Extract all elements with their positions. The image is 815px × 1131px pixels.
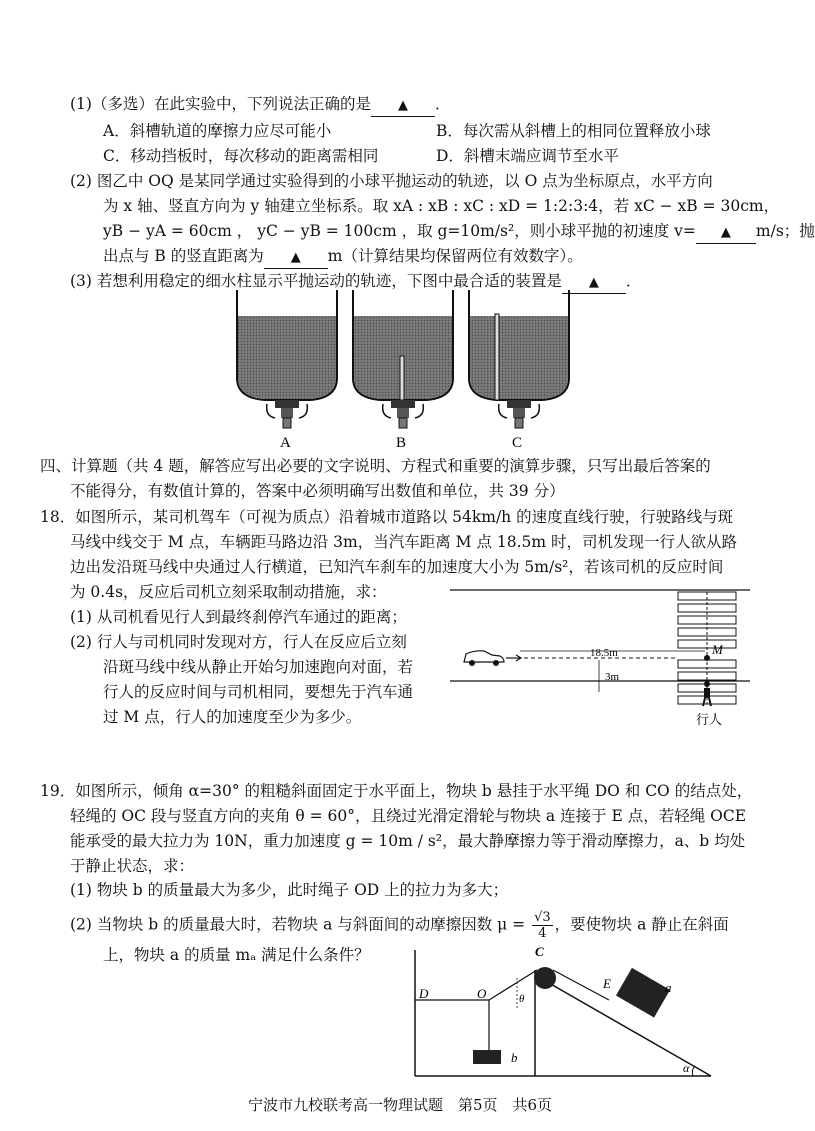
bottle-a — [237, 290, 337, 428]
answer-blank: ▲ — [562, 271, 626, 294]
q17-option-b: B．每次需从斜槽上的相同位置释放小球 — [436, 122, 711, 140]
label-b: b — [511, 1050, 518, 1065]
section4-heading-line2: 不能得分，有数值计算的，答案中必须明确写出数值和单位，共 39 分） — [70, 482, 565, 500]
q17-p2-line3 — [103, 221, 815, 244]
q18-sub1: (1) 从司机看见行人到最终刹停汽车通过的距离； — [70, 608, 407, 626]
distance-label: 18.5m — [590, 647, 618, 659]
bottle-label-b: B — [396, 435, 407, 451]
q17-p1-stem: (1)（多选）在此实验中，下列说法正确的是 — [70, 95, 371, 113]
q17-option-c: C．移动挡板时，每次移动的距离需相同 — [103, 147, 379, 165]
rope-oc — [489, 970, 537, 1000]
q18-sub2-line4: 过 M 点，行人的加速度至少为多少。 — [103, 708, 362, 726]
q19-line2: 轻绳的 OC 段与竖直方向的夹角 θ = 60°，且绕过光滑定滑轮与物块 a 连接于 E 点，若轻绳 OCE — [70, 807, 747, 825]
mu-fraction — [532, 910, 553, 941]
answer-blank: ▲ — [264, 246, 328, 269]
answer-blank: ▲ — [371, 94, 435, 117]
q17-option-a: A．斜槽轨道的摩擦力应尽可能小 — [103, 122, 332, 140]
q19-sub1: (1) 物块 b 的质量最大为多少，此时绳子 OD 上的拉力为多大； — [70, 881, 509, 899]
bottle-b — [353, 290, 453, 428]
q19-sub2-text: (2) 当物块 b 的质量最大时，若物块 a 与斜面间的动摩擦因数 μ = — [70, 915, 526, 934]
incline-figure — [405, 940, 725, 1080]
mu-denominator: 4 — [538, 926, 547, 941]
label-d: D — [419, 986, 429, 1001]
road-figure — [450, 580, 770, 730]
answer-blank: ▲ — [696, 221, 756, 244]
side-distance-label: 3m — [605, 671, 620, 683]
rope-ce — [553, 970, 609, 1000]
label-o: O — [477, 986, 487, 1001]
bottle-label-a: A — [280, 435, 291, 451]
q17-p2-line4 — [103, 246, 583, 269]
q17-p1-stem-line: (1)（多选）在此实验中，下列说法正确的是 ▲ ． — [70, 94, 450, 117]
pedestrian-label: 行人 — [696, 712, 723, 727]
q18-line4: 为 0.4s，反应后司机立刻采取制动措施，求： — [70, 583, 387, 601]
q18-line1: 18．如图所示，某司机驾车（可视为质点）沿着城市道路以 54km/h 的速度直线行驶，行驶路线与斑 — [40, 508, 734, 526]
block-a — [616, 968, 670, 1018]
q18-sub2-line1: (2) 行人与司机同时发现对方，行人在反应后立刻 — [70, 633, 407, 651]
q17-p2-line4-unit: m（计算结果均保留两位有效数字）。 — [327, 247, 583, 265]
q18-sub2-line2: 沿斑马线中线从静止开始匀加速跑向对面，若 — [103, 658, 414, 676]
section4-heading-line1: 四、计算题（共 4 题，解答应写出必要的文字说明、方程式和重要的演算步骤，只写出最后答案的 — [40, 457, 711, 475]
label-a: a — [665, 980, 672, 995]
bottles-figure — [225, 286, 585, 456]
q17-p2-line2: 为 x 轴、竖直方向为 y 轴建立坐标系。取 xA : xB : xC : xD = 1:2:3:4，若 xC − xB = 30cm， — [103, 197, 780, 215]
pulley — [534, 967, 556, 989]
label-alpha: α — [683, 1061, 690, 1075]
angle-arc — [692, 1066, 695, 1076]
q18-line3: 边出发沿斑马线中央通过人行横道，已知汽车刹车的加速度大小为 5m/s²，若该司机的反应时间 — [70, 558, 724, 576]
point-m — [704, 655, 710, 661]
q18-line2: 马线中线交于 M 点，车辆距马路边沿 3m，当汽车距离 M 点 18.5m 时，司机发现一行人欲从路 — [70, 533, 738, 551]
label-theta: θ — [519, 993, 525, 1005]
q19-sub2-tail: ，要使物块 a 静止在斜面 — [554, 915, 729, 934]
q19-sub2-line2: 上，物块 a 的质量 mₐ 满足什么条件？ — [103, 946, 370, 964]
q17-p2-line4-text: 出点与 B 的竖直距离为 — [103, 247, 264, 265]
q17-option-d: D．斜槽末端应调节至水平 — [436, 147, 619, 165]
mu-numerator: √3 — [534, 910, 551, 925]
q19-line1: 19．如图所示，倾角 α=30° 的粗糙斜面固定于水平面上，物块 b 悬挂于水平绳 DO 和 CO 的结点处， — [40, 782, 753, 800]
bottle-label-c: C — [512, 435, 523, 451]
q17-p3-stem: (3) 若想利用稳定的细水柱显示平抛运动的轨迹，下图中最合适的装置是 — [70, 272, 562, 290]
label-e: E — [603, 976, 611, 991]
q19-line3: 能承受的最大拉力为 10N，重力加速度 g = 10m / s²，最大静摩擦力等于滑动摩擦力，a、b 均处 — [70, 832, 746, 850]
car-icon — [464, 651, 504, 666]
q19-sub2-line1 — [70, 910, 729, 941]
bottle-c — [469, 290, 569, 428]
q17-p2-line1: (2) 图乙中 OQ 是某同学通过实验得到的小球平抛运动的轨迹，以 O 点为坐标原点，水平方向 — [70, 172, 713, 190]
q19-line4: 于静止状态，求： — [70, 857, 195, 875]
q18-sub2-line3: 行人的反应时间与司机相同，要想先于汽车通 — [103, 683, 414, 701]
q17-p2-line3-text: yB − yA = 60cm ， yC − yB = 100cm ，取 g=10m/s²，则小球平抛的初速度 v= — [103, 222, 696, 240]
q17-p2-line3-unit: m/s；抛 — [755, 222, 815, 240]
block-b — [473, 1050, 501, 1064]
page-footer: 宁波市九校联考高一物理试题 第5页 共6页 — [247, 1096, 553, 1114]
point-m-label: M — [712, 642, 723, 657]
q17-p3-line: (3) 若想利用稳定的细水柱显示平抛运动的轨迹，下图中最合适的装置是 ▲ ． — [70, 271, 641, 294]
label-c: C — [535, 944, 544, 959]
